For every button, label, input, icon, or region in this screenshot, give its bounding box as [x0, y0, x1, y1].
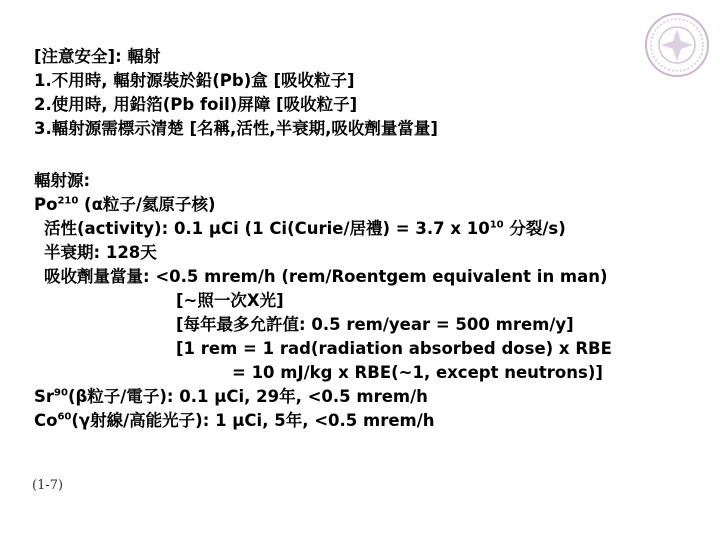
po-note-annual-limit: [每年最多允許值: 0.5 rem/year = 500 mrem/y] — [176, 315, 574, 334]
safety-item-3: 3.輻射源需標示清楚 [名稱,活性,半衰期,吸收劑量當量] — [34, 119, 438, 138]
co-name: Co — [34, 411, 58, 430]
po-note-rbe: = 10 mJ/kg x RBE(~1, except neutrons)] — [232, 363, 603, 382]
po-activity-exp: 10 — [489, 219, 504, 231]
po-activity-unit: 分裂/s) — [503, 219, 566, 238]
co-mass: 60 — [57, 411, 72, 423]
po-note-rem-definition: [1 rem = 1 rad(radiation absorbed dose) x RBE — [176, 339, 612, 358]
sr-mass: 90 — [54, 387, 68, 399]
po-activity-text: 活性(activity): 0.1 μCi (1 Ci(Curie/居禮) = 3.7 x 10 — [44, 219, 490, 238]
po-desc: (α粒子/氦原子核) — [78, 195, 216, 214]
po-mass: 210 — [57, 195, 79, 207]
sr-line — [34, 386, 428, 408]
co-text: (γ射線/高能光子): 1 μCi, 5年, <0.5 mrem/h — [71, 411, 435, 430]
sr-text: (β粒子/電子): 0.1 μCi, 29年, <0.5 mrem/h — [67, 387, 428, 406]
po-halflife: 半衰期: 128天 — [44, 243, 157, 262]
safety-title: [注意安全]: 輻射 — [34, 47, 161, 66]
po-note-xray: [~照一次X光] — [176, 291, 284, 310]
sr-name: Sr — [34, 387, 55, 406]
po-activity — [44, 218, 566, 240]
source-heading: 輻射源: — [34, 171, 91, 190]
po-dose: 吸收劑量當量: <0.5 mrem/h (rem/Roentgem equivalent in man) — [44, 267, 608, 286]
safety-item-1: 1.不用時, 輻射源裝於鉛(Pb)盒 [吸收粒子] — [34, 71, 355, 90]
safety-item-2: 2.使用時, 用鉛箔(Pb foil)屏障 [吸收粒子] — [34, 95, 358, 114]
page-number: (1-7) — [32, 478, 64, 493]
po-name: Po — [34, 195, 58, 214]
po-line — [34, 194, 216, 216]
co-line — [34, 410, 435, 432]
university-seal-watermark — [644, 12, 710, 78]
